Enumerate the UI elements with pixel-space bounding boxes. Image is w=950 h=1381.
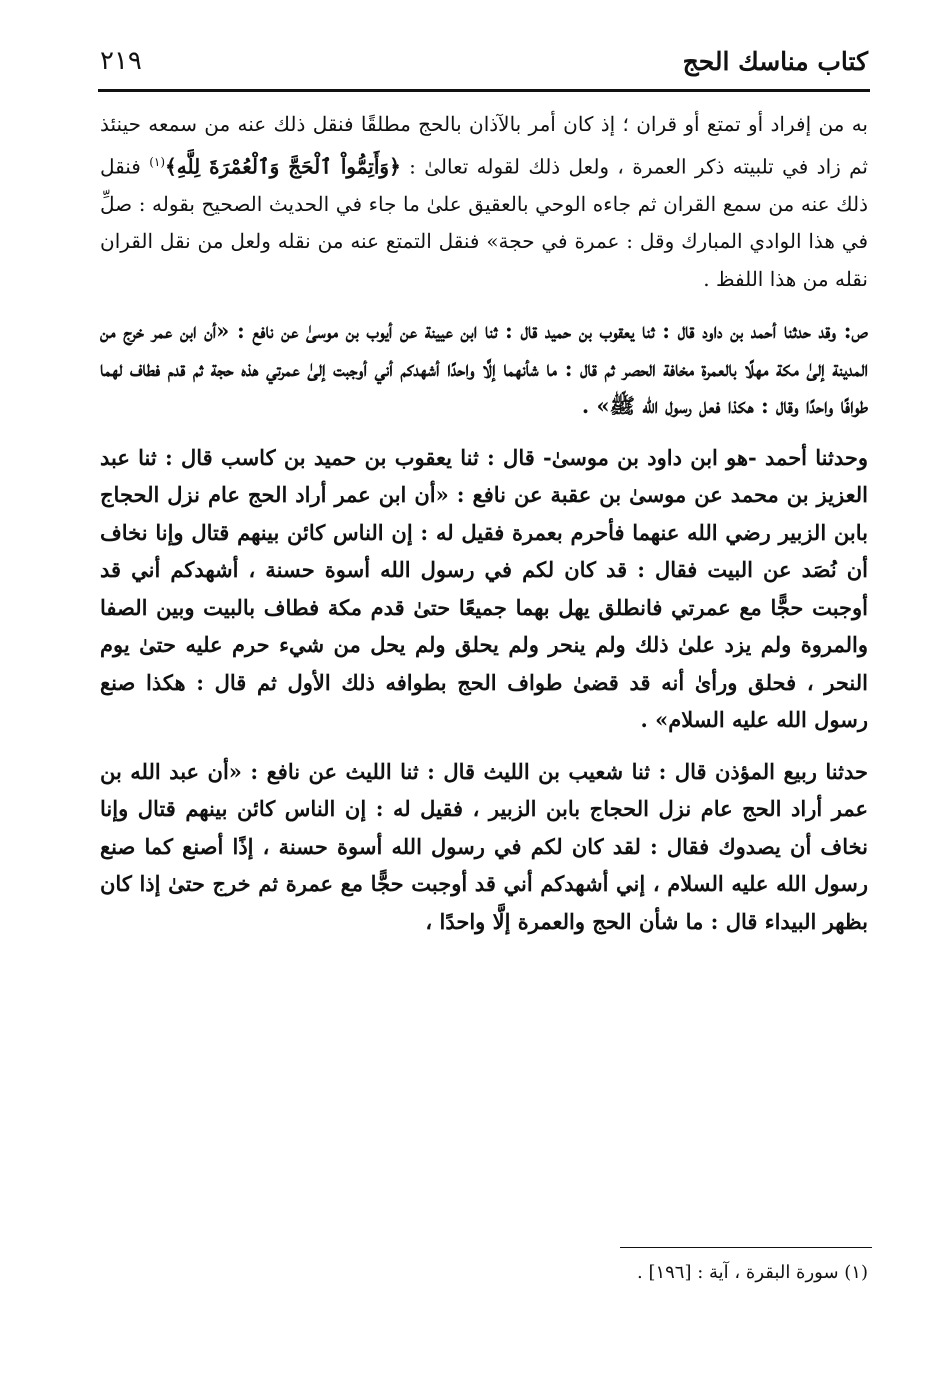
commentary-paragraph bbox=[100, 106, 868, 298]
quran-verse: ﴿وَأَتِمُّواْ ٱلْحَجَّ وَٱلْعُمْرَةَ لِلَّهِ﴾ bbox=[165, 154, 401, 179]
hadith-paragraph-2: وحدثنا أحمد -هو ابن داود بن موسىٰ- قال : ثنا يعقوب بن حميد بن كاسب قال : ثنا عبد العزيز بن محمد عن موسىٰ بن عقبة عن نافع : «أن ابن عمر أراد الحج عام نزل الحجاج بابن الزبير رضي الله عنهما فأحرم بعمرة فقيل له : إن الناس كائن بينهم قتال وإنا نخاف أن نُصَد عن البيت فقال : قد كان لكم في رسول الله أسوة حسنة ، أشهدكم أني قد أوجبت حجًّا مع عمرتي فانطلق يهل بهما جميعًا حتىٰ قدم مكة فطاف بالبيت وبين الصفا والمروة ولم يزد علىٰ ذلك ولم ينحر ولم يحلق ولم يحل من شيء حرم عليه حتىٰ يوم النحر ، فحلق ورأىٰ أنه قد قضىٰ طواف الحج بطوافه ذلك الأول ثم قال : هكذا صنع رسول الله عليه السلام» . bbox=[100, 444, 868, 733]
header-rule bbox=[98, 89, 870, 92]
hadith-paragraph-1: ص: وقد حدثنا أحمد بن داود قال : ثنا يعقوب بن حميد قال : ثنا ابن عيينة عن أيوب بن موسىٰ عن نافع : «أن ابن عمر خرج من المدينة إلىٰ مكة مهلًا بالعمرة مخافة الحصر ثم قال : ما شأنهما إلَّا واحدًا أشهدكم أني أوجبت إلىٰ عمرتي هذه حجة ثم قدم فطاف لهما طوافًا واحدًا وقال : هكذا فعل رسول الله ﷺ» . bbox=[100, 318, 868, 419]
page-number: ٢١٩ bbox=[100, 46, 142, 76]
page-header bbox=[100, 36, 868, 76]
footnote-rule bbox=[620, 1247, 872, 1248]
commentary-text-start: به من إفراد أو تمتع أو قران ؛ إذ كان أمر بالآذان بالحج مطلقًا فنقل ذلك عنه من سمعه حينئذ ثم زاد في تلبيته ذكر العمرة ، ولعل ذلك لقوله تعالىٰ : bbox=[100, 112, 868, 179]
commentary-text-end: فنقل ذلك عنه من سمع القران ثم جاءه الوحي بالعقيق علىٰ ما جاء في الحديث الصحيح بقوله : صلِّ في هذا الوادي المبارك وقل : عمرة في حجة» فنقل التمتع عنه من نقله ولعل من نقل القران نقله من هذا اللفظ . bbox=[100, 154, 868, 291]
page-body bbox=[100, 106, 868, 940]
running-title: كتاب مناسك الحج bbox=[682, 47, 868, 76]
footnote: (١) سورة البقرة ، آية : [١٩٦] . bbox=[637, 1262, 868, 1283]
hadith-paragraph-3: حدثنا ربيع المؤذن قال : ثنا شعيب بن الليث قال : ثنا الليث عن نافع : «أن عبد الله بن عمر أراد الحج عام نزل الحجاج بابن الزبير ، فقيل له : إن الناس كائن بينهم قتال وإنا نخاف أن يصدوك فقال : لقد كان لكم في رسول الله أسوة حسنة ، إذًا أصنع كما صنع رسول الله عليه السلام ، إني أشهدكم أني قد أوجبت حجًّا مع عمرة ثم خرج حتىٰ إذا كان بظهر البيداء قال : ما شأن الحج والعمرة إلَّا واحدًا ، bbox=[100, 758, 868, 934]
footnote-reference: (١) bbox=[149, 154, 166, 169]
